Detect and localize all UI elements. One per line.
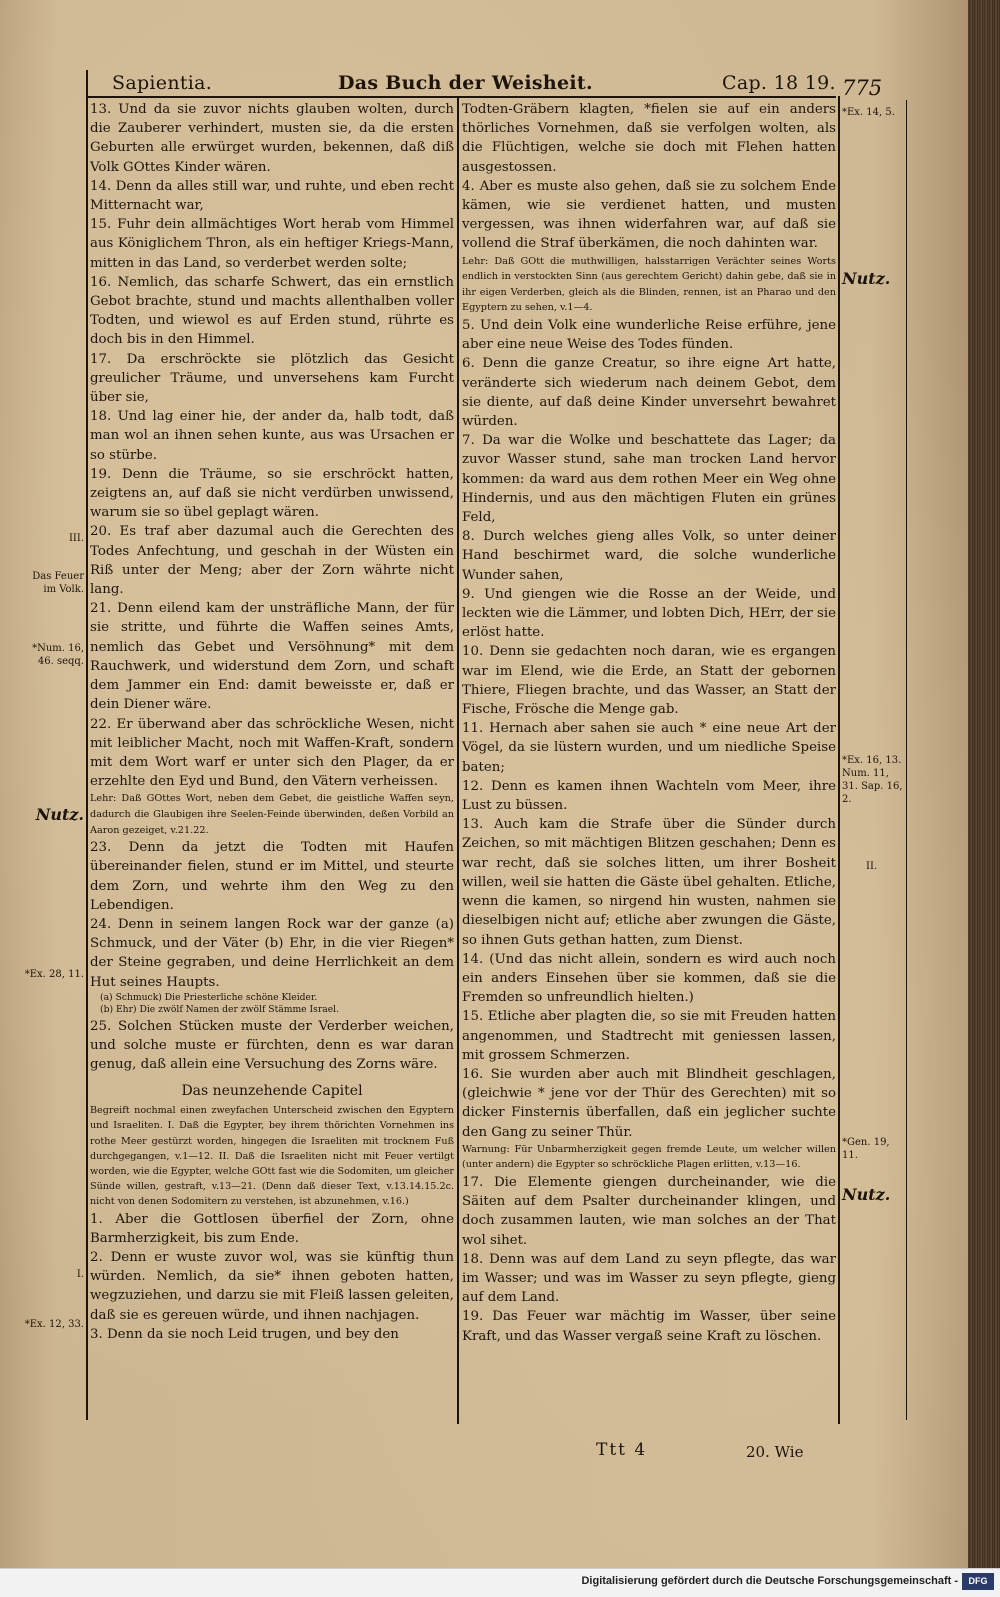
verse: 5. Und dein Volk eine wunderliche Reise erführe, jene aber eine neue Weise des Todes fünden. bbox=[462, 318, 836, 353]
verse: 3. Denn da sie noch Leid trugen, und bey den bbox=[90, 1326, 399, 1342]
verse: 19. Das Feuer war mächtig im Wasser, über seine Kraft, und das Wasser vergaß seine Kraft zu löschen. bbox=[462, 1309, 836, 1344]
verse: 11. Hernach aber sahen sie auch * eine neue Art der Vögel, da sie lüstern wurden, und um niedliche Speise baten; bbox=[462, 721, 836, 775]
page-number: 775 bbox=[842, 76, 883, 100]
doctrine-note: Lehr: Daß GOttes Wort, neben dem Gebet, die geistliche Waffen seyn, dadurch die Glaubigen ihre Seelen-Feinde überwinden, deßen Vorbild an Aaron gezeiget, v.21.22. bbox=[90, 793, 454, 836]
signature-mark: Ttt 4 bbox=[596, 1440, 648, 1460]
funding-credit: Digitalisierung gefördert durch die Deutsche Forschungsgemeinschaft - bbox=[581, 1575, 958, 1587]
doctrine-note: Lehr: Daß GOtt die muthwilligen, halsstarrigen Verächter seines Worts endlich in verstockten Sinn (aus gerechtem Gericht) dahin gebe, daß sie in ihr eigen Verderben, gleich als die Blinden, rennen, ist an Pharao und den Egyptern zu sehen, v.1—4. bbox=[462, 255, 836, 314]
margin-note-right: *Ex. 16, 13. Num. 11, 31. Sap. 16, 2. bbox=[842, 755, 903, 805]
margin-note-right: II. bbox=[866, 861, 878, 872]
verse: 23. Denn da jetzt die Todten mit Haufen übereinander fielen, stund er im Mittel, und steurte dem Zorn, und wehrte ihm den Weg zu den Lebendigen. bbox=[90, 840, 454, 913]
margin-note-right: Nutz. bbox=[842, 269, 891, 288]
verse: 10. Denn sie gedachten noch daran, wie es ergangen war im Elend, wie die Erde, an Statt der gebornen Thiere, Fliegen brachte, und das Wasser, an Statt der Fische, Frösche die Menge gab. bbox=[462, 644, 836, 718]
margin-note-right: *Gen. 19, 11. bbox=[842, 1137, 890, 1161]
verse: 13. Und da sie zuvor nichts glauben wolten, durch die Zauberer verhindert, musten sie, da die ersten Geburten alle erwürget wurden, bekennen, daß diß Volk GOttes Kinder wären. bbox=[90, 102, 454, 175]
verse: 15. Fuhr dein allmächtiges Wort herab vom Himmel aus Königlichem Thron, als ein heftiger Kriegs-Mann, mitten in das Land, so verderbet werden solte; bbox=[90, 217, 454, 271]
dfg-logo: DFG bbox=[962, 1573, 994, 1590]
verse: 19. Denn die Träume, so sie erschröckt hatten, zeigtens an, auf daß sie nicht verdürben unwissend, warum sie so übel geplagt wären. bbox=[90, 466, 454, 521]
verse: 18. Denn was auf dem Land zu seyn pflegte, das war im Wasser; und was im Wasser zu seyn pflegte, gieng auf dem Land. bbox=[462, 1251, 836, 1306]
chapter-heading: Das neunzehende Capitel bbox=[181, 1083, 363, 1100]
verse: 18. Und lag einer hie, der ander da, halb todt, daß man wol an ihnen sehen kunte, aus was Ursachen er so stürbe. bbox=[90, 409, 454, 463]
running-head-chapter: Cap. 18 19. bbox=[722, 72, 836, 94]
verse: 16. Nemlich, das scharfe Schwert, das ein ernstlich Gebot brachte, stund und machts allenthalben voller Todten, und wiewol es auf Erden stund, rührte es doch bis in den Himmel. bbox=[90, 274, 454, 348]
verse: 14. Denn da alles still war, und ruhte, und eben recht Mitternacht war, bbox=[90, 178, 454, 214]
running-head-title: Das Buch der Weisheit. bbox=[338, 72, 593, 94]
verse: 1. Aber die Gottlosen überfiel der Zorn, ohne Barmherzigkeit, bis zum Ende. bbox=[90, 1211, 454, 1246]
verse: Todten-Gräbern klagten, *fielen sie auf ein anders thörliches Vornehmen, daß sie verfolgen wolten, als die Flüchtigen, welche sie doch mit Flehen hatten ausgestossen. bbox=[462, 102, 836, 175]
verse: 14. (Und das nicht allein, sondern es wird auch noch ein anders Einsehen über sie kommen, daß sie die Fremden so unfreundlich hielten.) bbox=[462, 951, 836, 1006]
margin-note-left: *Num. 16, 46. seqq. bbox=[32, 643, 84, 667]
verse: 12. Denn es kamen ihnen Wachteln vom Meer, ihre Lust zu büssen. bbox=[462, 778, 836, 814]
verse: 17. Da erschröckte sie plötzlich das Gesicht greulicher Träume, und unversehens kam Furcht über sie, bbox=[90, 351, 454, 406]
verse: 20. Es traf aber dazumal auch die Gerechten des Todes Anfechtung, und geschah in der Wüsten ein Riß unter der Meng; aber der Zorn währte nicht lang. bbox=[90, 524, 454, 598]
catchword: 20. Wie bbox=[746, 1443, 804, 1461]
verse: 4. Aber es muste also gehen, daß sie zu solchem Ende kämen, wie sie verdienet hatten, und musten vergessen, was ihnen widerfahren war, auf daß sie vollend die Straf überkämen, die noch dahinten war. bbox=[462, 178, 836, 252]
running-head-left: Sapientia. bbox=[112, 72, 213, 94]
chapter-summary: Begreift nochmal einen zweyfachen Unterscheid zwischen den Egyptern und Israeliten. I. Daß die Egypter, bey ihrem thörichten Vornehmen ins rothe Meer gestürzt worden, hingegen die Israeliten mit trocknem Fuß durchgegangen, v.1—12. II. Daß die Israeliten nicht mit Feuer vertilgt worden, wie die Egypter, welche GOtt fast wie die Sodomiten, um gleicher Sünde willen, gestraft, v.13—21. (Denn daß dieser Text, v.13.14.15.2c. nicht von denen Sodomitern zu verstehen, ist abzunehmen, v.16.) bbox=[90, 1105, 454, 1208]
verse: 22. Er überwand aber das schröckliche Wesen, nicht mit leiblicher Macht, noch mit Waffen-Kraft, sondern mit dem Wort warf er unter sich den Plager, da er erzehlte den Eyd und Bund, den Vätern verheissen. bbox=[90, 716, 454, 790]
margin-note-left: Das Feuer im Volk. bbox=[32, 571, 84, 595]
verse: 17. Die Elemente giengen durcheinander, wie die Säiten auf dem Psalter durcheinander klingen, und doch zusammen lauten, wie man solches an der That wol sihet. bbox=[462, 1174, 836, 1248]
margin-note-right: Nutz. bbox=[842, 1185, 891, 1204]
verse: 13. Auch kam die Strafe über die Sünder durch Zeichen, so mit mächtigen Blitzen geschahen; Denn es war recht, daß sie solches litten, um ihrer Bosheit willen, weil sie hatten die Gäste übel gehalten. Etliche, wenn die kamen, so nirgend hin wusten, nahmen sie dieselbigen nicht auf; etliche aber zwungen die Gäste, so ihnen Guts gethan hatten, zum Dienst. bbox=[462, 817, 836, 948]
footnote: (a) Schmuck) Die Priesterliche schöne Kleider. bbox=[100, 991, 318, 1003]
verse: 6. Denn die ganze Creatur, so ihre eigne Art hatte, veränderte sich wiederum nach deinem Gebot, dem sie diente, auf daß deine Kinder unversehrt bewahret würden. bbox=[462, 356, 836, 430]
margin-note-left: Nutz. bbox=[35, 805, 84, 824]
margin-note-left: *Ex. 28, 11. bbox=[24, 969, 84, 980]
footnote: (b) Ehr) Die zwölf Namen der zwölf Stämme Israel. bbox=[100, 1004, 340, 1016]
verse: 7. Da war die Wolke und beschattete das Lager; da zuvor Wasser stund, sahe man trocken Land hervor kommen: da ward aus dem rothen Meer ein Weg ohne Hindernis, und aus den mächtigen Fluten ein grünes Feld, bbox=[462, 433, 836, 526]
column-divider bbox=[457, 96, 459, 1424]
verse: 16. Sie wurden aber auch mit Blindheit geschlagen, (gleichwie * jene vor der Thür des Gerechten) mit so dicker Finsternis überfallen, daß ein jeglicher suchte den Gang zu seiner Thür. bbox=[462, 1066, 836, 1140]
book-edge bbox=[968, 0, 1000, 1568]
margin-note-right: *Ex. 14, 5. bbox=[842, 107, 895, 118]
right-frame-rule bbox=[838, 96, 840, 1424]
verse: 8. Durch welches gieng alles Volk, so unter deiner Hand beschirmet ward, die solche wunderliche Wunder sahen, bbox=[462, 529, 836, 583]
margin-note-left: III. bbox=[68, 533, 84, 544]
left-text-column bbox=[90, 100, 454, 1344]
right-text-column bbox=[462, 100, 836, 1346]
margin-note-left: *Ex. 12, 33. bbox=[24, 1319, 84, 1330]
verse: 9. Und giengen wie die Rosse an der Weide, und leckten wie die Lämmer, und lobten Dich, HErr, der sie erlöst hatte. bbox=[462, 586, 836, 641]
margin-note-left: I. bbox=[76, 1269, 84, 1280]
left-frame-rule bbox=[86, 70, 88, 1420]
warning-note: Warnung: Für Unbarmherzigkeit gegen fremde Leute, um welcher willen (unter andern) die Egypter so schröckliche Plagen erlitten, v.13—16. bbox=[462, 1143, 836, 1171]
verse: 24. Denn in seinem langen Rock war der ganze (a) Schmuck, und der Väter (b) Ehr, in die vier Riegen* der Steine gegraben, und deine Herrlichkeit an dem Hut seines Haupts. bbox=[90, 916, 454, 990]
top-rule bbox=[88, 96, 836, 98]
verse: 15. Etliche aber plagten die, so sie mit Freuden hatten angenommen, und Stadtrecht mit geniessen lassen, mit grossem Schmerzen. bbox=[462, 1009, 836, 1063]
verse: 21. Denn eilend kam der unsträfliche Mann, der für sie stritte, und führte die Waffen seines Amts, nemlich das Gebet und Versöhnung* mit dem Rauchwerk, und widerstund dem Zorn, und schaft dem Jammer ein End: damit beweisste er, daß er dein Diener wäre. bbox=[90, 601, 454, 713]
verse: 25. Solchen Stücken muste der Verderber weichen, und solche muste er fürchten, denn es war daran genug, daß allein eine Versuchung des Zorns wäre. bbox=[90, 1018, 454, 1072]
right-margin-rule bbox=[906, 100, 907, 1420]
verse: 2. Denn er wuste zuvor wol, was sie künftig thun würden. Nemlich, da sie* ihnen geboten hatten, wegzuziehen, und darzu sie mit Fleiß lassen geleiten, daß sie es gereuen würde, und ihnen nachjagen. bbox=[90, 1249, 454, 1323]
